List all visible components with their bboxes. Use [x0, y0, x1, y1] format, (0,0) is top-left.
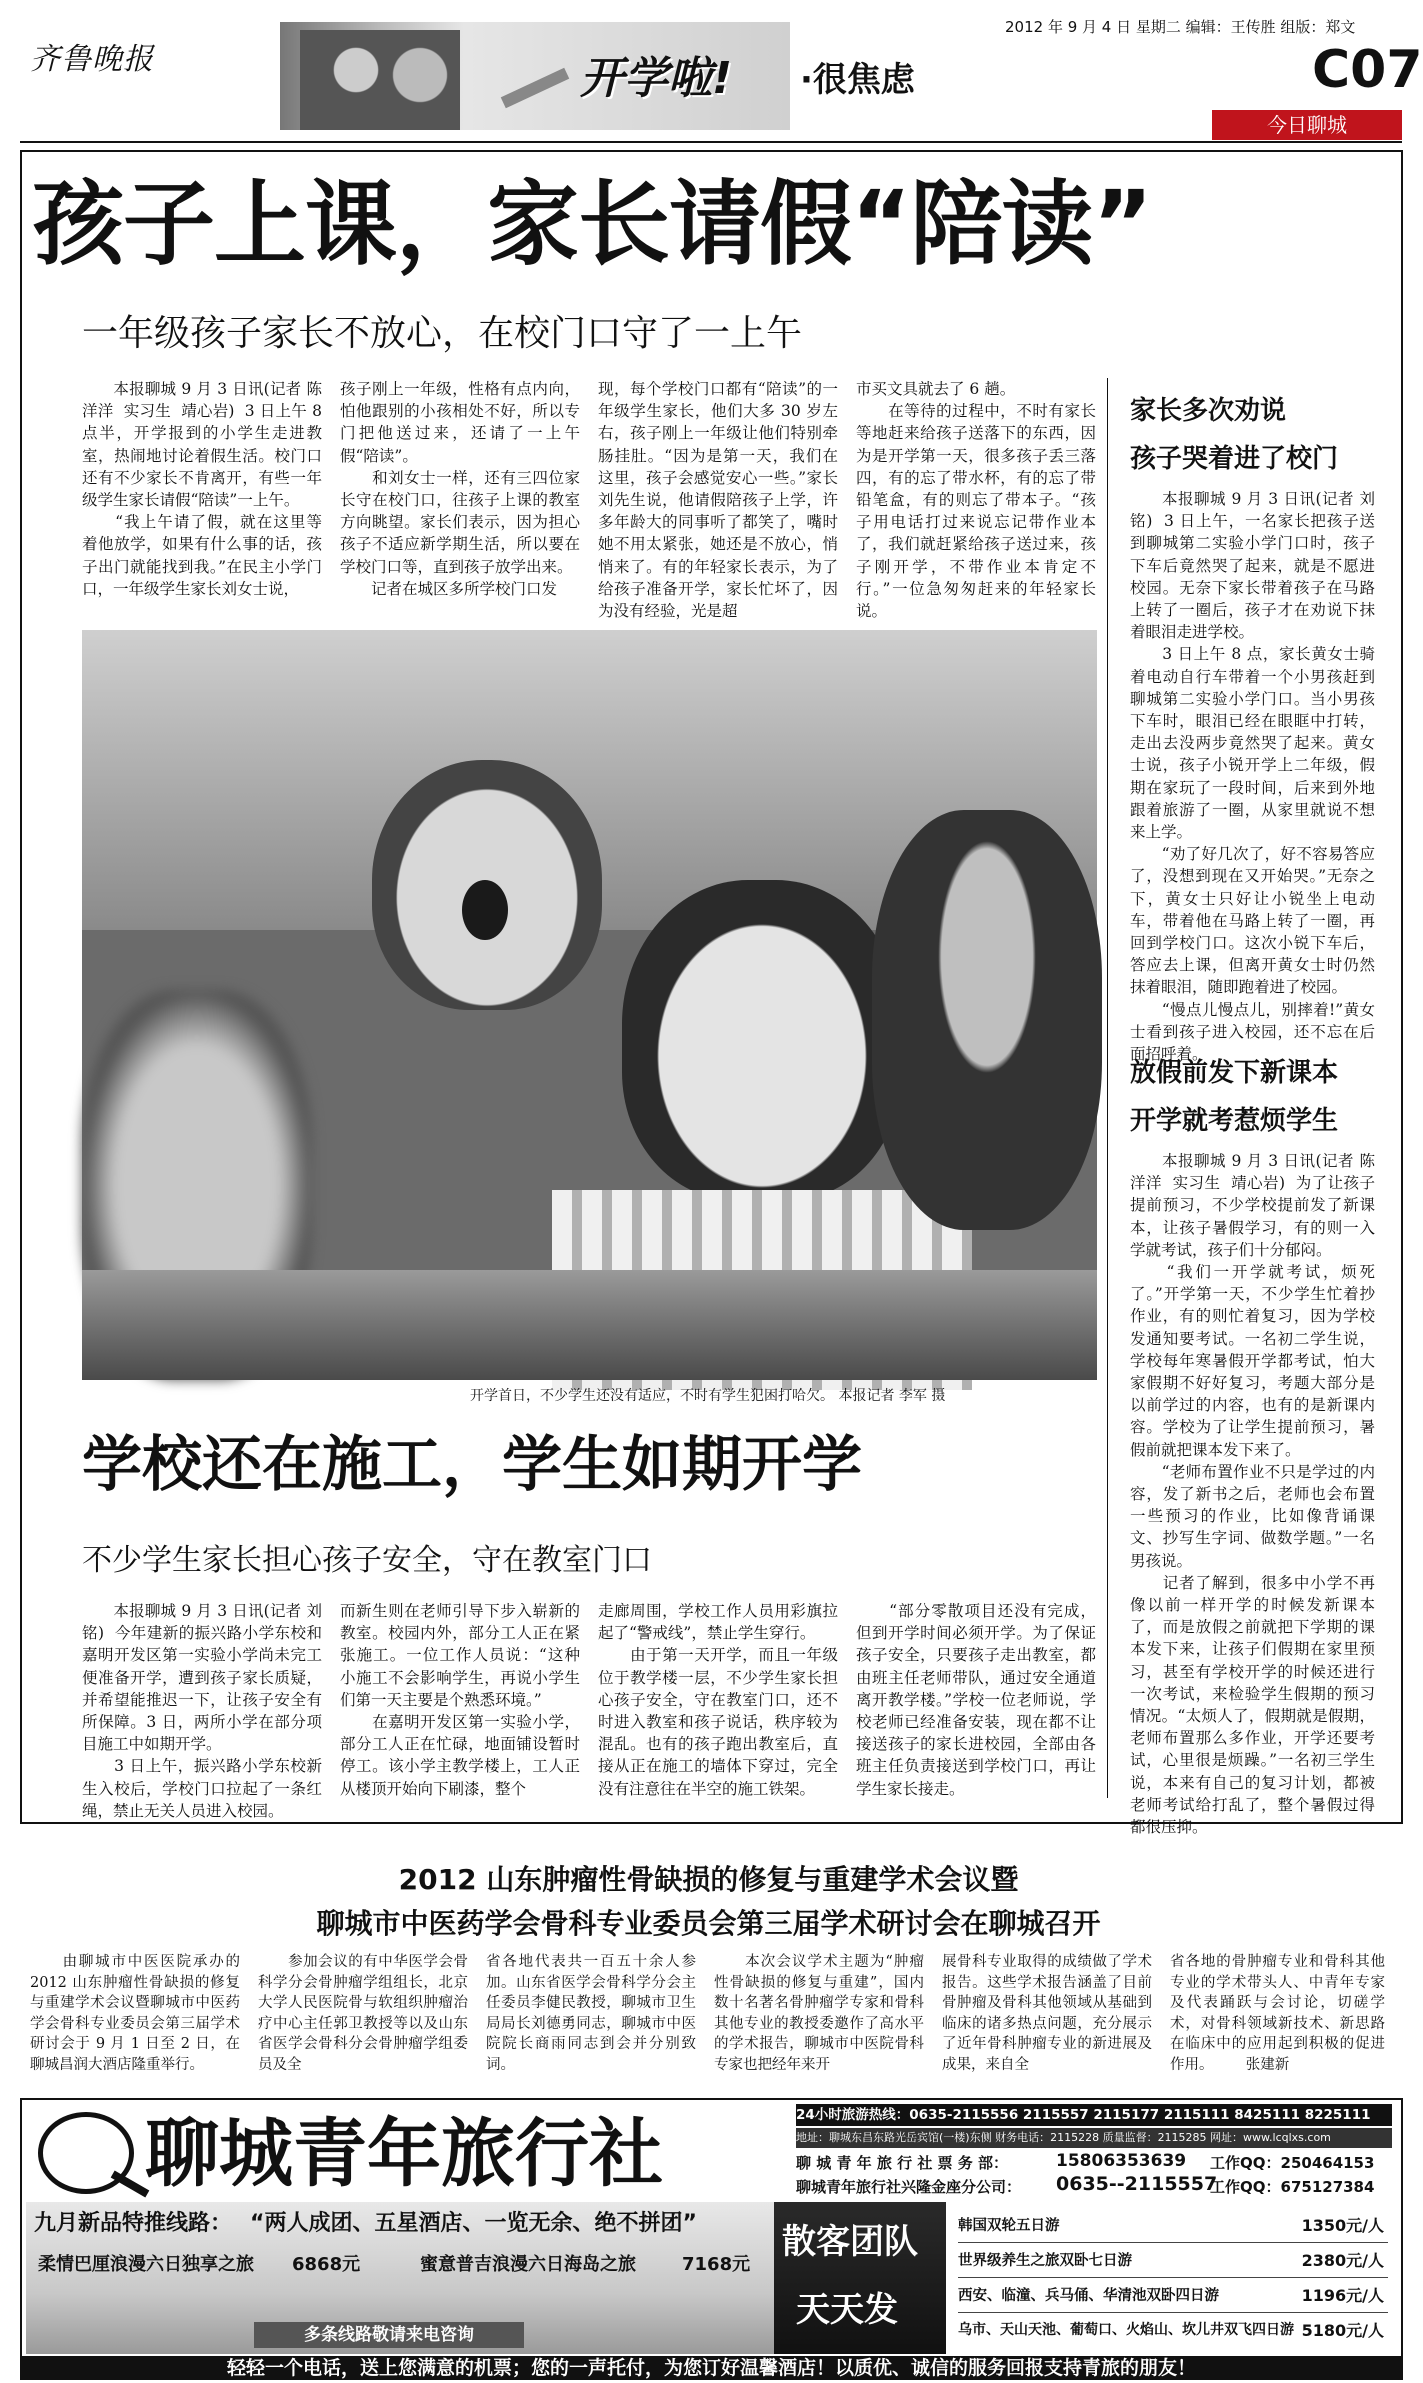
ad-dept2: 聊城青年旅行社兴隆金座分公司： — [796, 2178, 1022, 2196]
tour-name: 西安、临潼、兵马俑、华清池双卧四日游 — [958, 2288, 1219, 2304]
photo-kid-right — [872, 810, 1102, 1230]
article3-col4: 本次会议学术主题为“肿瘤性骨缺损的修复与重建”，国内数十名著名骨肿瘤学专家和骨科其他专业的教授委邀作了高水平的学术报告，聊城市中医院骨科专家也把经年来开 — [714, 1954, 924, 2073]
page-number: C07 — [1312, 40, 1423, 100]
photo-desk — [82, 1270, 1097, 1380]
article2-subhead: 不少学生家长担心孩子安全，守在教室门口 — [82, 1543, 652, 1578]
article3-col3: 省各地代表共一百五十余人参加。山东省医学会骨科学分会主任委员李健民教授，聊城市卫生局局长刘德勇同志，聊城市中医院院长商雨同志到会并分别致词。 — [486, 1954, 696, 2073]
article1-col1: 本报聊城 9 月 3 日讯(记者 陈洋洋 实习生 靖心岩) 3 日上午 8 点半，开学报到的小学生走进教室，热闹地讨论着假生活。校门口还有不少家长不肯离开，有些一年级学生家长请假“陪读”一上午。 “我上午请了假，就在这里等着他放学，如果有什么事的话，孩子出门就能找到我。”在民主小学门口，一年级学生家长刘女士说， — [82, 380, 322, 598]
ad-mobile: 15806353639 — [1056, 2151, 1187, 2171]
masthead-logo: 齐鲁晚报 — [30, 42, 154, 77]
side1-head1: 家长多次劝说 — [1130, 396, 1287, 426]
banner-kids-silhouette — [300, 30, 460, 130]
price2: 7168元 — [682, 2254, 751, 2275]
date-line: 2012 年 9 月 4 日 星期二 编辑：王传胜 组版：郑文 — [1005, 18, 1356, 36]
photo-caption: 开学首日，不少学生还没有适应，不时有学生犯困打哈欠。 本报记者 李军 摄 — [470, 1388, 946, 1404]
ad-address: 地址：聊城东昌东路光岳宾馆(一楼)东侧 财务电话：2115228 质量监督：2115285 网址：www.lcqlxs.com — [796, 2128, 1392, 2148]
ad-qq2: 工作QQ：675127384 — [1210, 2178, 1375, 2196]
banner-image — [280, 22, 790, 130]
article1-col2: 孩子刚上一年级，性格有点内向，怕他跟别的小孩相处不好，所以专门把他送过来，还请了一上午假“陪读”。 和刘女士一样，还有三四位家长守在校门口，往孩子上课的教室方向眺望。家长们表示，因为担心孩子不适应新学期生活，所以要在学校门口等，直到孩子放学出来。 记者在城区多所学校门口发 — [340, 380, 580, 598]
tour-name: 乌市、天山天池、葡萄口、火焰山、坎儿井双飞四日游 — [958, 2322, 1294, 2338]
group-subtitle: 天天发 — [796, 2290, 898, 2330]
ad-dept1: 聊 城 青 年 旅 行 社 票 务 部： — [796, 2154, 1009, 2172]
side1-body: 本报聊城 9 月 3 日讯(记者 刘铭) 3 日上午，一名家长把孩子送到聊城第二实验小学门口时，孩子下车后竟然哭了起来，就是不愿进校园。无奈下家长带着孩子在马路上转了一圈后，孩子才在劝说下抹着眼泪走进学校。 3 日上午 8 点，家长黄女士骑着电动自行车带着一个小男孩赶到聊城第二实验小学门口。当小男孩下车时，眼泪已经在眼眶中打转，走出去没两步竟然哭了起来。黄女士说，孩子小锐开学上二年级，假期在家玩了一段时间，后来到外地跟着旅游了一圈，从家里就说不想来上学。 “劝了好几次了，好不容易答应了，没想到现在又开始哭。”无奈之下，黄女士只好让小锐坐上电动车，带着他在马路上转了一圈，再回到学校门口。这次小锐下车后，答应去上课，但离开黄女士时仍然抹着眼泪，随即跑着进了校园。 “慢点儿慢点儿，别摔着!”黄女士看到孩子进入校园，还不忘在后面招呼着。 — [1130, 490, 1375, 1064]
article3-col1: 由聊城市中医医院承办的 2012 山东肿瘤性骨缺损的修复与重建学术会议暨聊城市中医药学会骨科专业委员会第三届学术研讨会于 9 月 1 日至 2 日，在聊城昌润大酒店隆重举行。 — [30, 1954, 245, 2073]
side1-head2: 孩子哭着进了校门 — [1130, 444, 1339, 474]
side2-body: 本报聊城 9 月 3 日讯(记者 陈洋洋 实习生 靖心岩) 为了让孩子提前预习，不少学校提前发了新课本，让孩子暑假学习，有的则一入学就考试，孩子们十分郁闷。 “我们一开学就考试，烦死了。”开学第一天，不少学生忙着抄作业，有的则忙着复习，因为学校发通知要考试。一名初二学生说，学校每年寒暑假开学都考试，怕大家假期不好好复习，考题大部分是以前学过的内容，也有的是新课内容。学校为了让学生提前预习，暑假前就把课本发下来了。 “老师布置作业不只是学过的内容，发了新书之后，老师也会布置一些预习的作业，比如像背诵课文、抄写生字词、做数学题。”一名男孩说。 记者了解到，很多中小学不再像以前一样开学的时候发新课本了，而是放假之前就把下学期的课本发下来，让孩子们假期在家里预习，甚至有学校开学的时候还进行一次考试，来检验学生假期的预习情况。“太烦人了，假期就是假期，老师布置那么多作业，开学还要考试，心里很是烦躁。”一名初三学生说，本来有自己的复习计划，都被老师考试给打乱了，整个暑假过得都很压抑。 — [1130, 1152, 1375, 1837]
side2-head2: 开学就考惹烦学生 — [1130, 1106, 1339, 1136]
ad-footer-slogan: 轻轻一个电话，送上您满意的机票；您的一声托付，为您订好温馨酒店！以质优、诚信的服务回报支持青旅的朋友！ — [20, 2356, 1403, 2380]
tour-price: 5180元/人 — [1301, 2321, 1384, 2340]
group-title: 散客团队 — [782, 2222, 918, 2262]
banner-pencil-icon — [501, 68, 570, 108]
ad-phone2: 0635--2115557 — [1056, 2173, 1218, 2195]
route2: 蜜意普吉浪漫六日海岛之旅 — [420, 2254, 636, 2275]
article2-col4: “部分零散项目还没有完成，但到开学时间必须开学。为了保证孩子安全，只要孩子走出教室，都由班主任老师带队，通过安全通道离开教学楼。”学校一位老师说，学校老师已经准备安装，现在都不让接送孩子的家长进校园，全部由各班主任负责接送到学校门口，再让学生家长接走。 — [856, 1602, 1096, 1798]
masthead-rule — [20, 141, 1402, 143]
tour-row — [958, 2278, 1388, 2313]
tour-price: 2380元/人 — [1301, 2251, 1384, 2270]
section-tag: 今日聊城 — [1212, 110, 1402, 140]
tour-row — [958, 2243, 1388, 2278]
promo-slogan: “两人成团、五星酒店、一览无余、绝不拼团” — [250, 2211, 697, 2236]
article2-headline: 学校还在施工，学生如期开学 — [82, 1430, 862, 1500]
tour-name: 韩国双轮五日游 — [958, 2218, 1060, 2234]
tour-price: 1350元/人 — [1301, 2216, 1384, 2235]
article3-col5: 展骨科专业取得的成绩做了学术报告。这些学术报告涵盖了目前骨肿瘤及骨科其他领域从基础到临床的诸多热点问题，充分展示了近年骨科肿瘤专业的新进展及成果，来自全 — [942, 1954, 1152, 2073]
article1-col4: 市买文具就去了 6 趟。 在等待的过程中，不时有家长等地赶来给孩子送落下的东西，因为是开学第一天，很多孩子丢三落四，有的忘了带水杯，有的忘了带铅笔盒，有的则忘了带本子。“孩子用电话打过来说忘记带作业本了，我们就赶紧给孩子送过来，孩子刚开学，不带作业本肯定不行。”一位急匆匆赶来的年轻家长说。 — [856, 380, 1096, 621]
article3-headline1: 2012 山东肿瘤性骨缺损的修复与重建学术会议暨 — [398, 1863, 1019, 1896]
tour-list — [958, 2208, 1388, 2347]
side2-head1: 放假前发下新课本 — [1130, 1058, 1339, 1088]
ad-hotline: 24小时旅游热线：0635-2115556 2115557 2115177 2115111 8425111 8225111 — [796, 2104, 1392, 2126]
article1-col3: 现，每个学校门口都有“陪读”的一年级学生家长，他们大多 30 岁左右，孩子刚上一年级让他们特别牵肠挂肚。“因为是第一天，我们在这里，孩子会感觉安心一些。”家长刘先生说，他请假陪孩子上学，许多年龄大的同事听了都笑了，嘴时她不用太紧张，她还是不放心，悄悄来了。有的年轻家长表示，为了给孩子准备开学，家长忙坏了，因为没有经验，光是超 — [598, 380, 838, 621]
article3-col6: 省各地的骨肿瘤专业和骨科其他专业的学术带头人、中青年专家及代表踊跃与会讨论，切磋学术，对骨科领域新技术、新思路在临床中的应用起到积极的促进作用。 张建新 — [1170, 1954, 1385, 2073]
photo-kid-mouth — [462, 880, 508, 940]
ad-qq1: 工作QQ：250464153 — [1210, 2154, 1375, 2172]
tour-price: 1196元/人 — [1301, 2286, 1384, 2305]
article1-headline: 孩子上课，家长请假“陪读” — [32, 171, 1152, 278]
article3-col2: 参加会议的有中华医学会骨科学分会骨肿瘤学组组长，北京大学人民医院骨与软组织肿瘤治疗中心主任郭卫教授等以及山东省医学会骨科分会骨肿瘤学组委员及全 — [258, 1954, 468, 2073]
promo-more: 多条线路敬请来电咨询 — [254, 2322, 524, 2348]
promo-label: 九月新品特推线路： — [34, 2211, 233, 2236]
banner-subtitle: ·很焦虑 — [800, 60, 915, 100]
tour-row — [958, 2313, 1388, 2347]
side-divider — [1107, 378, 1108, 1798]
ad-brand: 聊城青年旅行社 — [145, 2111, 663, 2197]
photo-kid-front — [622, 880, 902, 1200]
article2-col3: 走廊周围，学校工作人员用彩旗拉起了“警戒线”，禁止学生穿行。 由于第一天开学，而且一年级位于教学楼一层，不少学生家长担心孩子安全，守在教室门口，还不时进入教室和孩子说话，秩序较为混乱。也有的孩子跑出教室后，直接从正在施工的墙体下穿过，完全没有注意往在半空的施工铁架。 — [598, 1602, 838, 1798]
article2-col2: 而新生则在老师引导下步入崭新的教室。校园内外，部分工人正在紧张施工。一位工作人员说：“这种小施工不会影响学生，再说小学生们第一天主要是个熟悉环境。” 在嘉明开发区第一实验小学，部分工人正在忙碌，地面铺设暂时停工。该小学主教学楼上，工人正从楼顶开始向下刷漆，整个 — [340, 1602, 580, 1798]
banner-title: 开学啦! — [580, 53, 733, 104]
story-photo — [82, 630, 1097, 1378]
article1-subhead: 一年级孩子家长不放心，在校门口守了一上午 — [82, 313, 803, 354]
tour-row — [958, 2208, 1388, 2243]
article3-headline2: 聊城市中医药学会骨科专业委员会第三届学术研讨会在聊城召开 — [316, 1907, 1101, 1940]
tour-name: 世界级养生之旅双卧七日游 — [958, 2253, 1132, 2269]
price1: 6868元 — [292, 2254, 361, 2275]
article2-col1: 本报聊城 9 月 3 日讯(记者 刘铭) 今年建新的振兴路小学东校和嘉明开发区第一实验小学尚未完工便准备开学，遭到孩子家长质疑，并希望能推迟一下，让孩子安全有所保障。3 日，两所小学在部分项目施工中如期开学。 3 日上午，振兴路小学东校新生入校后，学校门口拉起了一条红绳，禁止无关人员进入校园。 — [82, 1602, 322, 1820]
route1: 柔情巴厘浪漫六日独享之旅 — [38, 2254, 254, 2275]
